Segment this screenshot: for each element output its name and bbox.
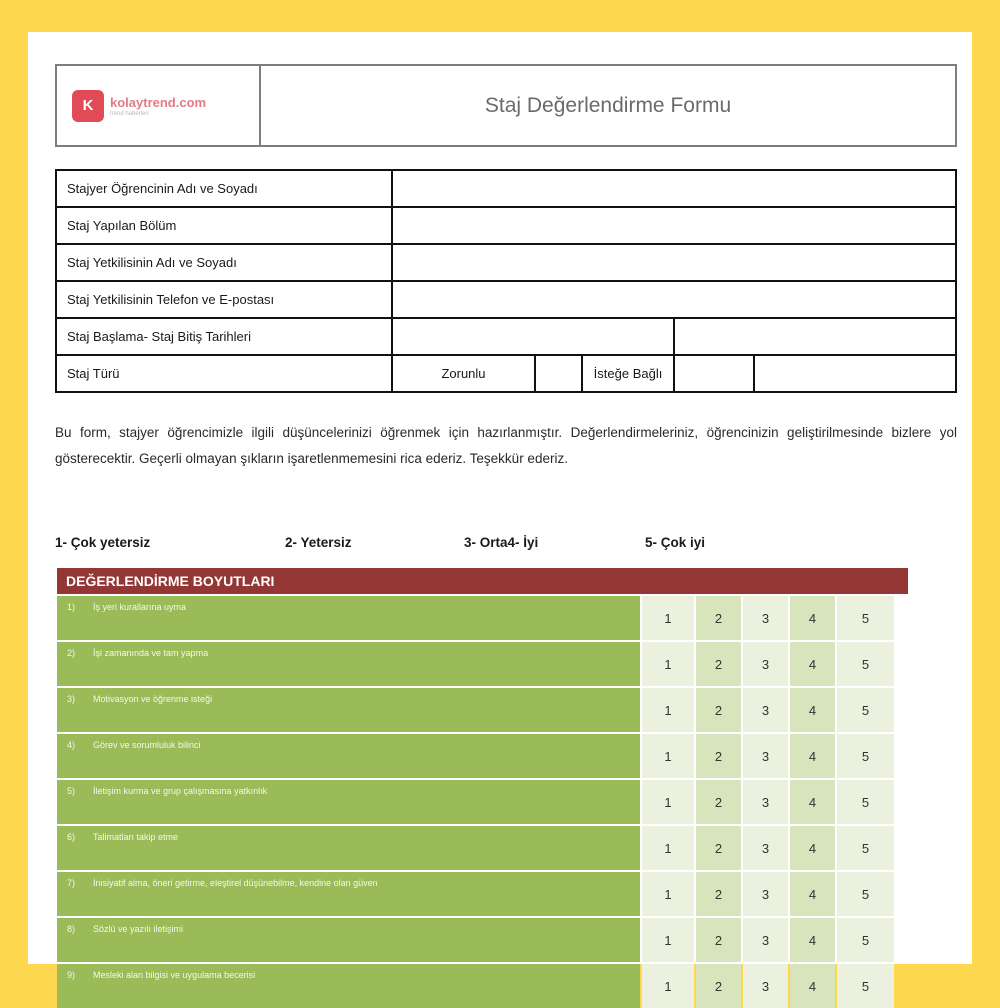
score-option-3[interactable]: 3 [743,596,788,640]
info-label: Staj Yetkilisinin Telefon ve E-postası [56,281,392,318]
score-option-3[interactable]: 3 [743,964,788,1008]
score-option-4[interactable]: 4 [790,964,835,1008]
info-label: Staj Yetkilisinin Adı ve Soyadı [56,244,392,281]
logo-tagline: trend haberleri [110,110,149,117]
score-option-2[interactable]: 2 [696,964,741,1008]
logo-area [57,66,261,145]
score-option-1[interactable]: 1 [642,734,694,778]
evaluation-header: DEĞERLENDİRME BOYUTLARI [57,568,908,594]
evaluation-row [57,964,908,1008]
evaluation-row [57,734,908,778]
logo-name: kolaytrend.com [110,94,207,110]
score-option-3[interactable]: 3 [743,918,788,962]
evaluation-row [57,642,908,686]
info-label: Stajyer Öğrencinin Adı ve Soyadı [56,170,392,207]
score-option-4[interactable]: 4 [790,780,835,824]
score-option-3[interactable]: 3 [743,872,788,916]
criterion-number: 8) [67,924,76,934]
option-mandatory-label: Zorunlu [392,355,535,392]
info-row-type [56,355,956,392]
score-option-5[interactable]: 5 [837,780,894,824]
option-optional-label-ext [674,355,754,392]
score-option-2[interactable]: 2 [696,642,741,686]
score-option-4[interactable]: 4 [790,872,835,916]
criterion-cell [57,826,640,870]
intro-paragraph: Bu form, stajyer öğrencimizle ilgili düşüncelerinizi öğrenmek için hazırlanmıştır. Değerlendirmeleriniz, öğrencinizin geliştirilmesinde bizlere yol gösterecektir. Geçerli olmayan şıkların işaretlenmemesini rica ederiz. Teşekkür ederiz. [55,425,957,466]
end-date-field[interactable] [674,318,956,355]
contact-field[interactable] [392,281,956,318]
score-option-3[interactable]: 3 [743,734,788,778]
criterion-text: Mesleki alan bilgisi ve uygulama becerisi [93,970,256,980]
criterion-text: Talimatları takip etme [93,832,179,842]
criterion-text: Sözlü ve yazılı iletişimi [93,924,184,934]
form-document [28,32,972,994]
student-info-table [55,169,957,393]
department-field[interactable] [392,207,956,244]
scale-2: 2- Yetersiz [285,535,352,550]
score-option-2[interactable]: 2 [696,918,741,962]
score-option-1[interactable]: 1 [642,964,694,1008]
criterion-cell [57,872,640,916]
scale-3-4: 3- Orta4- İyi [464,535,539,550]
info-row-supervisor [56,244,956,281]
option-mandatory-checkbox[interactable] [535,355,582,392]
info-label: Staj Türü [56,355,392,392]
score-option-4[interactable]: 4 [790,596,835,640]
criterion-number: 6) [67,832,76,842]
score-option-1[interactable]: 1 [642,688,694,732]
criterion-cell [57,918,640,962]
evaluation-rows [57,596,908,1008]
score-option-4[interactable]: 4 [790,734,835,778]
evaluation-table [57,568,908,1008]
score-option-3[interactable]: 3 [743,642,788,686]
evaluation-row [57,918,908,962]
criterion-text: Motivasyon ve öğrenme isteği [93,694,213,704]
criterion-number: 4) [67,740,76,750]
criterion-number: 2) [67,648,76,658]
score-option-2[interactable]: 2 [696,596,741,640]
score-option-1[interactable]: 1 [642,596,694,640]
score-option-2[interactable]: 2 [696,872,741,916]
criterion-number: 1) [67,602,76,612]
score-option-5[interactable]: 5 [837,872,894,916]
evaluation-row [57,596,908,640]
score-option-1[interactable]: 1 [642,872,694,916]
score-option-5[interactable]: 5 [837,596,894,640]
scale-1: 1- Çok yetersiz [55,535,151,550]
option-optional-label: İsteğe Bağlı [582,355,674,392]
criterion-cell [57,642,640,686]
evaluation-row [57,688,908,732]
score-option-4[interactable]: 4 [790,688,835,732]
criterion-text: İnisiyatif alma, öneri getirme, eleştirel düşünebilme, kendine olan güven [93,878,378,888]
score-option-2[interactable]: 2 [696,826,741,870]
score-option-4[interactable]: 4 [790,826,835,870]
criterion-text: İşi zamanında ve tam yapma [93,648,209,658]
score-option-2[interactable]: 2 [696,734,741,778]
evaluation-row [57,826,908,870]
evaluation-row [57,872,908,916]
name-field[interactable] [392,170,956,207]
info-row-dates [56,318,956,355]
criterion-number: 5) [67,786,76,796]
option-optional-checkbox[interactable] [754,355,956,392]
criterion-number: 7) [67,878,76,888]
form-header [55,64,957,147]
score-option-5[interactable]: 5 [837,642,894,686]
score-option-5[interactable]: 5 [837,918,894,962]
score-option-4[interactable]: 4 [790,642,835,686]
info-row-contact [56,281,956,318]
score-option-3[interactable]: 3 [743,826,788,870]
supervisor-field[interactable] [392,244,956,281]
start-date-field[interactable] [392,318,674,355]
criterion-cell [57,780,640,824]
criterion-text: İletişim kurma ve grup çalışmasına yatkınlık [93,786,268,796]
score-option-1[interactable]: 1 [642,642,694,686]
criterion-number: 9) [67,970,76,980]
criterion-text: İş yeri kurallarına uyma [93,602,187,612]
criterion-number: 3) [67,694,76,704]
criterion-cell [57,734,640,778]
info-row-name [56,170,956,207]
score-option-1[interactable]: 1 [642,826,694,870]
score-option-3[interactable]: 3 [743,780,788,824]
score-option-2[interactable]: 2 [696,780,741,824]
info-label: Staj Yapılan Bölüm [56,207,392,244]
score-option-5[interactable]: 5 [837,826,894,870]
info-label: Staj Başlama- Staj Bitiş Tarihleri [56,318,392,355]
criterion-cell [57,964,640,1008]
score-option-1[interactable]: 1 [642,918,694,962]
info-row-department [56,207,956,244]
score-option-5[interactable]: 5 [837,964,894,1008]
criterion-text: Görev ve sorumluluk bilinci [93,740,201,750]
score-option-4[interactable]: 4 [790,918,835,962]
form-title: Staj Değerlendirme Formu [484,93,732,117]
criterion-cell [57,596,640,640]
logo-text [110,95,206,117]
score-option-5[interactable]: 5 [837,734,894,778]
logo-icon: K [72,90,104,122]
scale-5: 5- Çok iyi [645,535,706,550]
score-option-5[interactable]: 5 [837,688,894,732]
evaluation-row [57,780,908,824]
score-option-2[interactable]: 2 [696,688,741,732]
score-option-1[interactable]: 1 [642,780,694,824]
score-option-3[interactable]: 3 [743,688,788,732]
criterion-cell [57,688,640,732]
